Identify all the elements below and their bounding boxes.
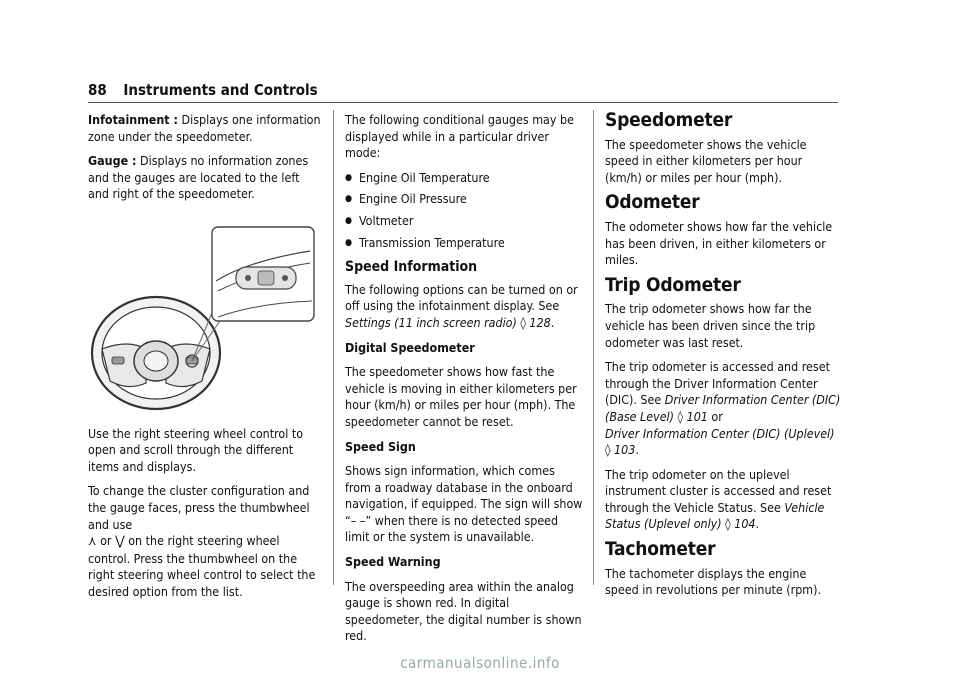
speedometer-heading: Speedometer xyxy=(605,109,733,131)
column-divider-1 xyxy=(333,110,334,585)
tachometer-heading: Tachometer xyxy=(605,538,716,561)
section-title: Instruments and Controls xyxy=(123,81,318,99)
speed-sign-text: Shows sign information, which comes from a roadway database in the onboard navigation, if equipped. The sign will show “– –” when there is no detected speed limit or the system is unavailable. xyxy=(345,463,583,545)
bullet-item: ● Voltmeter xyxy=(345,213,583,230)
tachometer-text: The tachometer displays the engine speed in revolutions per minute (rpm). xyxy=(605,565,822,598)
trip-text-2a: The trip odometer is accessed and reset through the Driver Information Center (DIC). See xyxy=(605,359,830,408)
or-text: or xyxy=(707,408,723,424)
watermark: carmanualsonline.info xyxy=(400,654,560,672)
vehicle-status-link[interactable]: Vehicle Status (Uplevel only) xyxy=(605,499,825,532)
up-arrow-icon: ⋏ xyxy=(88,534,97,550)
speedometer-text: The speedometer shows the vehicle speed in either kilometers per hour (km/h) or miles per hour (mph). xyxy=(605,136,807,185)
steering-wheel-illustration xyxy=(88,221,322,411)
use-right-paragraph: Use the right steering wheel control to open and scroll through the different items and displays. xyxy=(88,425,304,474)
column-3 xyxy=(605,109,841,607)
page-number: 88 xyxy=(88,81,107,99)
bullet-item: ● Transmission Temperature xyxy=(345,235,583,252)
speed-information-heading: Speed Information xyxy=(345,259,478,276)
change-config-text-b: on the right steering wheel control. Press the thumbwheel on the right steering wheel control to select the desired option from the list. xyxy=(88,533,316,599)
change-config-paragraph xyxy=(88,483,322,600)
infotainment-paragraph xyxy=(88,112,322,145)
settings-link[interactable]: Settings (11 inch screen radio) xyxy=(345,314,517,330)
change-config-text-a: To change the cluster configuration and the gauge faces, press the thumbwheel and use xyxy=(88,483,310,532)
speed-information-paragraph xyxy=(345,282,583,332)
digital-speedometer-heading: Digital Speedometer xyxy=(345,339,475,355)
dic-uplevel-link[interactable]: Driver Information Center (DIC) (Uplevel) xyxy=(605,425,835,441)
speed-warning-heading: Speed Warning xyxy=(345,554,441,570)
period: . xyxy=(635,442,639,458)
page-header xyxy=(88,80,838,99)
page-ref-128[interactable]: ◊ 128 xyxy=(516,314,551,330)
bullet-item: ● Engine Oil Pressure xyxy=(345,191,583,208)
trip-odometer-heading: Trip Odometer xyxy=(605,273,741,296)
odometer-text: The odometer shows how far the vehicle has been driven, in either kilometers or miles. xyxy=(605,218,833,268)
trip-text-3a: The trip odometer on the uplevel instrument cluster is accessed and reset through the Vehicle Status. See xyxy=(605,466,832,515)
thumbwheel-control-inset xyxy=(212,227,314,321)
speed-info-text: The following options can be turned on or off using the infotainment display. See xyxy=(345,281,578,314)
column-divider-2 xyxy=(593,110,594,585)
gauge-text: Displays no information zones and the gauges are located to the left and right of the speedometer. xyxy=(88,153,309,202)
trip-odometer-text-2 xyxy=(605,359,841,459)
or-text: or xyxy=(96,533,116,549)
page-ref-101[interactable]: ◊ 101 xyxy=(674,408,708,424)
period: . xyxy=(755,516,760,532)
steering-wheel-icon xyxy=(92,297,220,409)
trip-odometer-text-3 xyxy=(605,467,841,533)
infotainment-text: Displays one information zone under the speedometer. xyxy=(88,112,321,144)
infotainment-label: Infotainment : xyxy=(88,112,178,127)
dic-base-link[interactable]: Driver Information Center (DIC) (Base Level) xyxy=(605,392,841,424)
conditional-gauges-intro: The following conditional gauges may be displayed while in a particular driver mode: xyxy=(345,112,574,161)
period: . xyxy=(550,314,555,330)
page-ref-104[interactable]: ◊ 104 xyxy=(721,516,756,532)
gauge-paragraph xyxy=(88,153,322,203)
trip-odometer-text-1: The trip odometer shows how far the vehicle has been driven since the trip odometer was last reset. xyxy=(605,301,816,350)
digital-speedometer-text: The speedometer shows how fast the vehicle is moving in either kilometers per hour (km/h) or miles per hour (mph). The speedometer cannot be reset. xyxy=(345,364,577,429)
odometer-heading: Odometer xyxy=(605,191,700,214)
speed-sign-heading: Speed Sign xyxy=(345,438,416,454)
speed-warning-text: The overspeeding area within the analog gauge is shown red. In digital speedometer, the digital number is shown red. xyxy=(345,578,582,644)
page-ref-103[interactable]: ◊ 103 xyxy=(605,442,636,458)
column-1 xyxy=(88,112,322,609)
column-2 xyxy=(345,112,583,653)
bullet-item: ● Engine Oil Temperature xyxy=(345,170,583,187)
down-arrow-icon: ⋁ xyxy=(115,534,125,550)
gauge-label: Gauge : xyxy=(88,153,137,169)
header-rule xyxy=(88,102,838,103)
